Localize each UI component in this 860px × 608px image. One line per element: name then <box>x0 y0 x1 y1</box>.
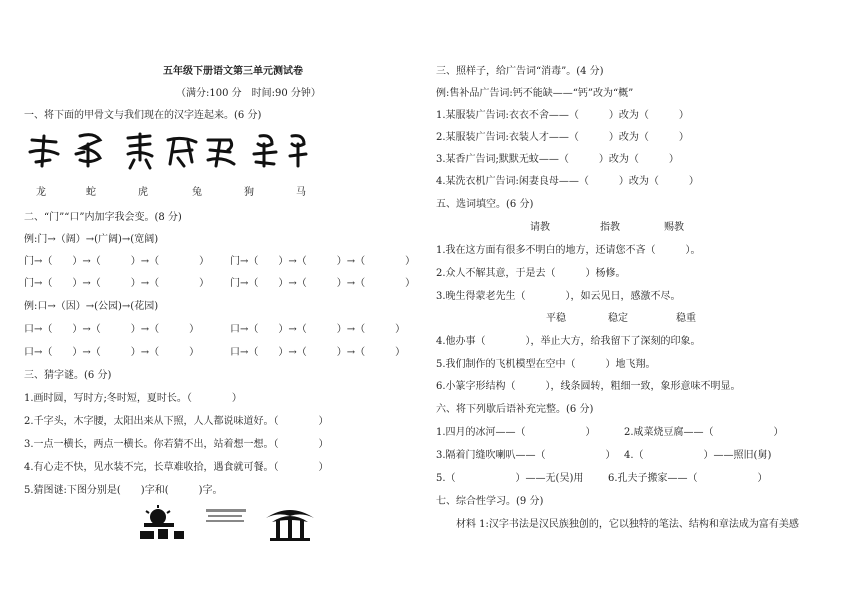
q3-item-5: 5.猜图谜:下图分别是( )字和( )字。 <box>24 485 223 496</box>
q3-item-4: 4.有心走不快，见水装不完，长草难收拾，遇食就可餐。（ ） <box>24 462 329 473</box>
q1-label-1: 龙 <box>36 187 46 198</box>
q1-label-2: 蛇 <box>86 187 96 198</box>
q7-material-1: 材料 1:汉字书法是汉民族独创的，它以独特的笔法、结构和章法成为富有美感 <box>456 519 799 530</box>
oracle-glyph-rabbit-icon <box>162 132 202 170</box>
picture-riddle-tree-icon <box>262 502 318 542</box>
q2-row3-right: 口→（ ）→（ ）→（ ） <box>230 324 406 335</box>
q3b-item-3: 3.某香广告词;默默无蚊——（ ）改为（ ） <box>436 154 679 165</box>
q5-word-1: 请教 <box>530 222 550 233</box>
q1-label-3: 虎 <box>138 187 148 198</box>
oracle-glyph-horse2-icon <box>284 130 314 170</box>
q3b-item-2: 2.某服装广告词:衣装人才——（ ）改为（ ） <box>436 132 689 143</box>
q5-word-3: 赐教 <box>664 222 684 233</box>
q3-item-1: 1.画时圆，写时方;冬时短，夏时长。（ ） <box>24 393 242 404</box>
q1-label-5: 狗 <box>244 187 254 198</box>
q2-row2-left: 门→（ ）→（ ）→（ ） <box>24 278 210 289</box>
q7-heading: 七、综合性学习。(9 分) <box>436 496 544 507</box>
q5-item-5: 5.我们制作的飞机模型在空中（ ）地飞翔。 <box>436 359 656 370</box>
q3-item-3: 3.一点一横长，两点一横长。你若猜不出，站着想一想。（ ） <box>24 439 329 450</box>
oracle-glyph-dragon-icon <box>24 132 64 170</box>
exam-subtitle: （满分:100 分 时间:90 分钟） <box>176 88 321 99</box>
q5-item-4: 4.他办事（ ），举止大方，给我留下了深刻的印象。 <box>436 336 701 347</box>
q2-heading: 二、“门”“口”内加字我会变。(8 分) <box>24 212 182 223</box>
q6-heading: 六、将下列歇后语补充完整。(6 分) <box>436 404 594 415</box>
q5-word-4: 平稳 <box>546 313 566 324</box>
picture-riddle-sun-icon <box>136 503 256 543</box>
q2-row2-right: 门→（ ）→（ ）→（ ） <box>230 278 416 289</box>
q5-word-6: 稳重 <box>676 313 696 324</box>
q3b-example: 例:售补品广告词:钙不能缺——“钙”改为“概” <box>436 88 634 99</box>
oracle-glyph-horse-icon <box>246 130 286 170</box>
q2-row3-left: 口→（ ）→（ ）→（ ） <box>24 324 200 335</box>
q2-example-2: 例:口→（因）→(公园)→(花园) <box>24 301 159 312</box>
q5-item-2: 2.众人不解其意，于是去（ ）杨修。 <box>436 268 626 279</box>
q5-item-1: 1.我在这方面有很多不明白的地方，还请您不吝（ ）。 <box>436 245 701 256</box>
oracle-glyph-tiger-icon <box>120 130 160 170</box>
exam-title: 五年级下册语文第三单元测试卷 <box>163 66 303 77</box>
q6-item-3: 3.隔着门缝吹喇叭——（ ） <box>436 450 616 461</box>
q5-word-2: 指教 <box>600 222 620 233</box>
q2-row4-left: 口→（ ）→（ ）→（ ） <box>24 347 200 358</box>
q3-heading: 三、猜字谜。(6 分) <box>24 370 112 381</box>
q1-heading: 一、将下面的甲骨文与我们现在的汉字连起来。(6 分) <box>24 110 262 121</box>
q3-item-2: 2.千字头，木字腰，太阳出来从下照，人人都说味道好。（ ） <box>24 416 329 427</box>
q1-label-6: 马 <box>296 187 306 198</box>
q5-heading: 五、选词填空。(6 分) <box>436 199 534 210</box>
q3b-item-4: 4.某洗衣机广告词:闲妻良母——（ ）改为（ ） <box>436 176 699 187</box>
q6-item-4: 4.（ ）——照旧(舅) <box>624 450 772 461</box>
q1-label-4: 兔 <box>192 187 202 198</box>
q2-example-1: 例:门→（阔）→(广阔)→(宽阔) <box>24 234 159 245</box>
q5-item-3: 3.晚生得蒙老先生（ ），如云见日，感激不尽。 <box>436 291 681 302</box>
q6-item-1: 1.四月的冰河——（ ） <box>436 427 596 438</box>
q6-item-6: 6.孔夫子搬家——（ ） <box>608 473 768 484</box>
q2-row1-right: 门→（ ）→（ ）→（ ） <box>230 256 416 267</box>
q6-item-2: 2.咸菜烧豆腐——（ ） <box>624 427 784 438</box>
oracle-glyph-dog-icon <box>200 132 240 170</box>
oracle-glyph-snake-icon <box>70 130 110 170</box>
q6-item-5: 5.（ ）——无(吴)用 <box>436 473 584 484</box>
q3b-heading: 三、照样子，给广告词“消毒”。(4 分) <box>436 66 604 77</box>
q2-row1-left: 门→（ ）→（ ）→（ ） <box>24 256 210 267</box>
q3b-item-1: 1.某服装广告词:衣衣不舍——（ ）改为（ ） <box>436 110 689 121</box>
q2-row4-right: 口→（ ）→（ ）→（ ） <box>230 347 406 358</box>
q5-word-5: 稳定 <box>608 313 628 324</box>
q5-item-6: 6.小篆字形结构（ ），线条圆转，粗细一致，象形意味不明显。 <box>436 381 741 392</box>
